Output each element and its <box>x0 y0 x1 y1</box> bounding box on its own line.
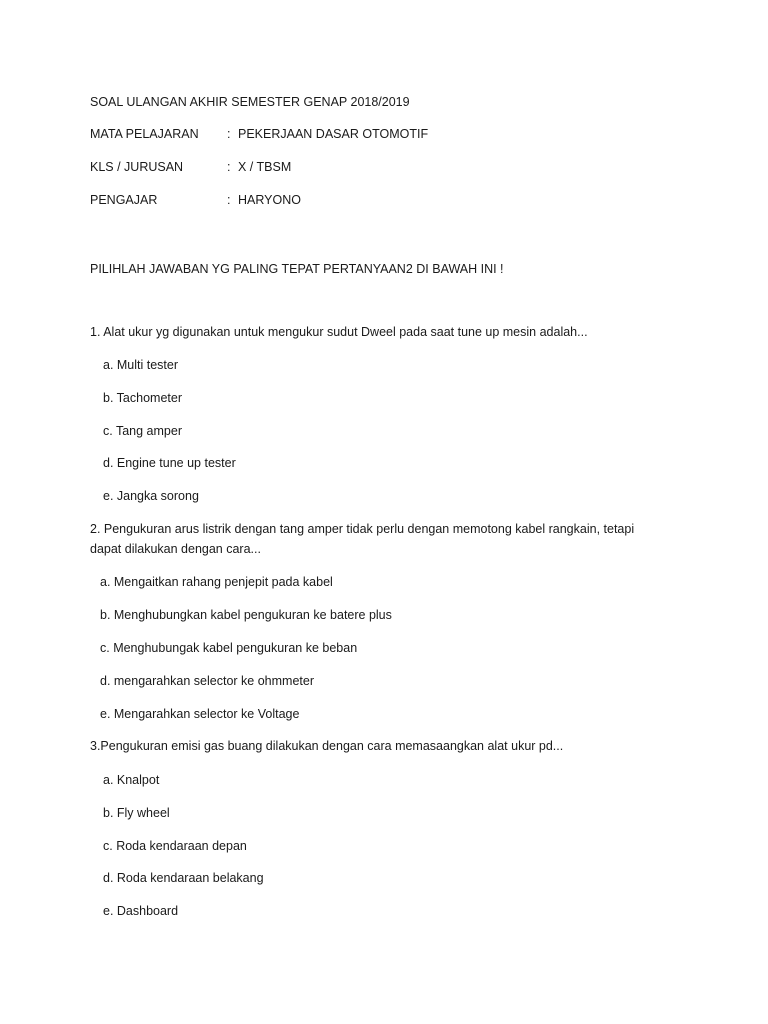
option-item: c. Menghubungak kabel pengukuran ke beban <box>100 641 358 655</box>
subject-value: PEKERJAAN DASAR OTOMOTIF <box>238 127 429 141</box>
option-item: d. Engine tune up tester <box>103 456 236 470</box>
option-item: e. Dashboard <box>103 904 179 918</box>
question-text: 1. Alat ukur yg digunakan untuk mengukur sudut Dweel pada saat tune up mesin adalah... <box>90 325 588 339</box>
question-text-line-1: 2. Pengukuran arus listrik dengan tang amper tidak perlu dengan memotong kabel rangkain, tetapi <box>90 522 635 536</box>
teacher-label: PENGAJAR <box>90 193 158 207</box>
option-item: c. Tang amper <box>103 424 182 438</box>
class-label: KLS / JURUSAN <box>90 160 184 174</box>
subject-colon: : <box>227 127 231 141</box>
subject-label: MATA PELAJARAN <box>90 127 199 141</box>
option-item: a. Mengaitkan rahang penjepit pada kabel <box>100 575 333 589</box>
teacher-value: HARYONO <box>238 193 301 207</box>
option-item: e. Jangka sorong <box>103 489 199 503</box>
instruction-text: PILIHLAH JAWABAN YG PALING TEPAT PERTANYAAN2 DI BAWAH INI ! <box>90 262 504 276</box>
option-item: d. mengarahkan selector ke ohmmeter <box>100 674 314 688</box>
teacher-colon: : <box>227 193 231 207</box>
option-item: e. Mengarahkan selector ke Voltage <box>100 707 300 721</box>
option-item: b. Fly wheel <box>103 806 170 820</box>
question-text: 3.Pengukuran emisi gas buang dilakukan dengan cara memasaangkan alat ukur pd... <box>90 739 564 753</box>
class-colon: : <box>227 160 231 174</box>
question-text-line-2: dapat dilakukan dengan cara... <box>90 542 261 556</box>
option-item: b. Tachometer <box>103 391 182 405</box>
option-item: a. Multi tester <box>103 358 179 372</box>
document-title: SOAL ULANGAN AKHIR SEMESTER GENAP 2018/2019 <box>90 95 410 109</box>
option-item: b. Menghubungkan kabel pengukuran ke batere plus <box>100 608 392 622</box>
class-value: X / TBSM <box>238 160 292 174</box>
option-item: a. Knalpot <box>103 773 160 787</box>
option-item: c. Roda kendaraan depan <box>103 839 247 853</box>
option-item: d. Roda kendaraan belakang <box>103 871 264 885</box>
